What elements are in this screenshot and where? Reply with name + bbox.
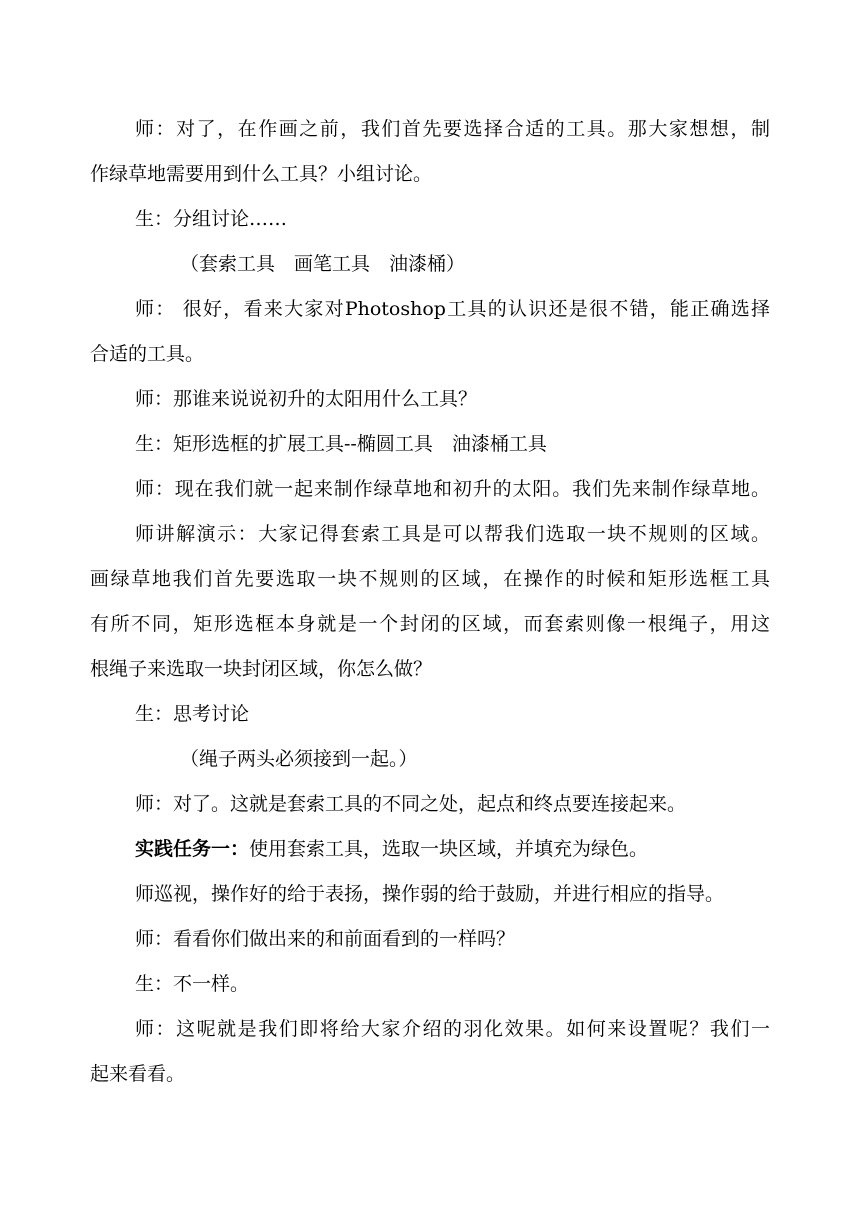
paragraph-line: 师：现在我们就一起来制作绿草地和初升的太阳。我们先来制作绿草地。 xyxy=(135,478,770,500)
paragraph-line: 起来看看。 xyxy=(90,1063,186,1085)
paragraph-line: 画绿草地我们首先要选取一块不规则的区域，在操作的时候和矩形选框工具 xyxy=(90,568,770,590)
paragraph-line: （绳子两头必须接到一起。） xyxy=(180,748,418,770)
paragraph-line: 师：对了，在作画之前，我们首先要选择合适的工具。那大家想想，制 xyxy=(135,118,770,140)
paragraph-line: 合适的工具。 xyxy=(90,343,205,365)
paragraph-line: 生：分组讨论…… xyxy=(135,208,288,230)
paragraph-line: 师：对了。这就是套索工具的不同之处，起点和终点要连接起来。 xyxy=(135,793,687,815)
paragraph-line: 作绿草地需要用到什么工具？小组讨论。 xyxy=(90,163,433,185)
practice-task-text: 使用套索工具，选取一块区域，并填充为绿色。 xyxy=(249,838,649,860)
practice-task-line xyxy=(90,827,770,872)
practice-task-label: 实践任务一： xyxy=(135,838,250,860)
paragraph-line: 根绳子来选取一块封闭区域，你怎么做？ xyxy=(90,658,433,680)
paragraph-line: （套索工具 画笔工具 油漆桶） xyxy=(180,253,466,275)
paragraph-line: 师：这呢就是我们即将给大家介绍的羽化效果。如何来设置呢？我们一 xyxy=(135,1018,770,1040)
paragraph-line: 师：那谁来说说初升的太阳用什么工具？ xyxy=(135,388,478,410)
paragraph-line: 生：矩形选框的扩展工具--椭圆工具 油漆桶工具 xyxy=(135,433,547,455)
paragraph-line: 师讲解演示：大家记得套索工具是可以帮我们选取一块不规则的区域。 xyxy=(135,523,770,545)
document-body xyxy=(90,107,770,1097)
paragraph-line: 师巡视，操作好的给于表扬，操作弱的给于鼓励，并进行相应的指导。 xyxy=(135,883,725,905)
paragraph-line: 生：不一样。 xyxy=(135,973,250,995)
paragraph-line: 有所不同，矩形选框本身就是一个封闭的区域，而套索则像一根绳子，用这 xyxy=(90,613,770,635)
paragraph-line: 师：看看你们做出来的和前面看到的一样吗？ xyxy=(135,928,516,950)
paragraph-line: 师： 很好，看来大家对Photoshop工具的认识还是很不错，能正确选择 xyxy=(135,298,770,320)
paragraph-line: 生：思考讨论 xyxy=(135,703,250,725)
